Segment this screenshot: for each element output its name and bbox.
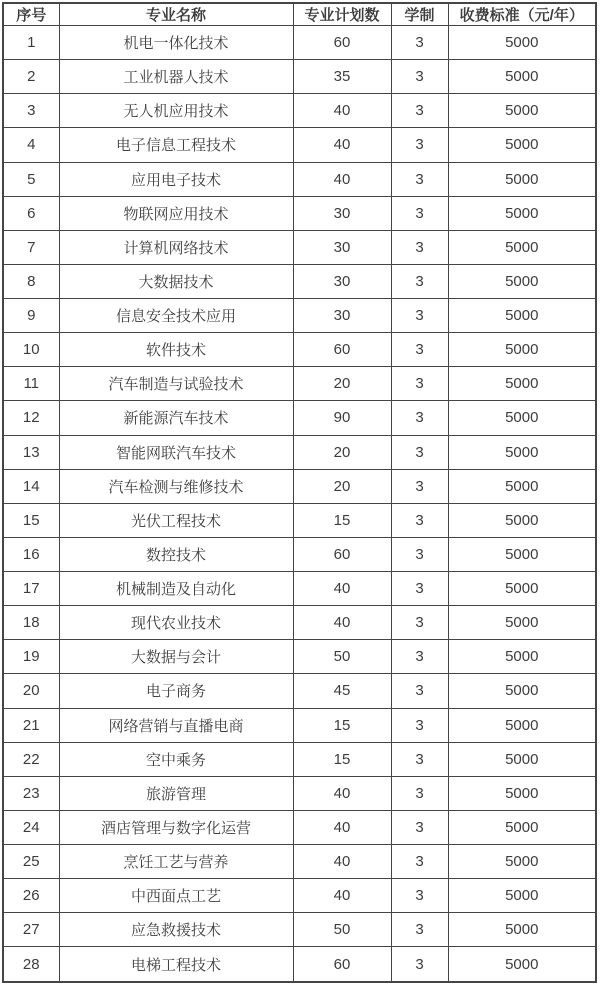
duration-cell: 3 xyxy=(391,469,448,503)
plan-count-cell: 20 xyxy=(293,435,391,469)
serial-cell: 6 xyxy=(3,196,59,230)
major-name-cell: 空中乘务 xyxy=(59,742,293,776)
duration-cell: 3 xyxy=(391,537,448,571)
serial-cell: 22 xyxy=(3,742,59,776)
plan-count-cell: 60 xyxy=(293,26,391,60)
serial-cell: 4 xyxy=(3,128,59,162)
tuition-cell: 5000 xyxy=(448,640,596,674)
tuition-cell: 5000 xyxy=(448,401,596,435)
tuition-cell: 5000 xyxy=(448,708,596,742)
duration-cell: 3 xyxy=(391,947,448,982)
table-row xyxy=(3,810,596,844)
major-name-cell: 工业机器人技术 xyxy=(59,60,293,94)
major-name-cell: 网络营销与直播电商 xyxy=(59,708,293,742)
table-row xyxy=(3,742,596,776)
duration-cell: 3 xyxy=(391,333,448,367)
serial-cell: 24 xyxy=(3,810,59,844)
table-row xyxy=(3,196,596,230)
column-header-tuition: 收费标准（元/年） xyxy=(448,3,596,26)
table-row xyxy=(3,708,596,742)
serial-cell: 23 xyxy=(3,776,59,810)
serial-cell: 9 xyxy=(3,299,59,333)
major-name-cell: 光伏工程技术 xyxy=(59,503,293,537)
plan-count-cell: 30 xyxy=(293,230,391,264)
tuition-cell: 5000 xyxy=(448,264,596,298)
major-name-cell: 新能源汽车技术 xyxy=(59,401,293,435)
tuition-cell: 5000 xyxy=(448,947,596,982)
duration-cell: 3 xyxy=(391,162,448,196)
plan-count-cell: 60 xyxy=(293,537,391,571)
duration-cell: 3 xyxy=(391,367,448,401)
plan-count-cell: 30 xyxy=(293,264,391,298)
duration-cell: 3 xyxy=(391,264,448,298)
major-name-cell: 汽车制造与试验技术 xyxy=(59,367,293,401)
tuition-cell: 5000 xyxy=(448,606,596,640)
tuition-cell: 5000 xyxy=(448,810,596,844)
duration-cell: 3 xyxy=(391,776,448,810)
table-row xyxy=(3,913,596,947)
major-name-cell: 大数据与会计 xyxy=(59,640,293,674)
duration-cell: 3 xyxy=(391,606,448,640)
tuition-cell: 5000 xyxy=(448,742,596,776)
plan-count-cell: 15 xyxy=(293,503,391,537)
table-row xyxy=(3,299,596,333)
plan-count-cell: 40 xyxy=(293,162,391,196)
serial-cell: 11 xyxy=(3,367,59,401)
major-name-cell: 大数据技术 xyxy=(59,264,293,298)
plan-count-cell: 15 xyxy=(293,708,391,742)
serial-cell: 17 xyxy=(3,572,59,606)
table-row xyxy=(3,128,596,162)
major-name-cell: 机电一体化技术 xyxy=(59,26,293,60)
plan-count-cell: 40 xyxy=(293,845,391,879)
major-name-cell: 旅游管理 xyxy=(59,776,293,810)
table-row xyxy=(3,162,596,196)
plan-count-cell: 40 xyxy=(293,776,391,810)
serial-cell: 7 xyxy=(3,230,59,264)
duration-cell: 3 xyxy=(391,299,448,333)
tuition-cell: 5000 xyxy=(448,367,596,401)
plan-count-cell: 30 xyxy=(293,299,391,333)
table-row xyxy=(3,367,596,401)
column-header-serial: 序号 xyxy=(3,3,59,26)
plan-count-cell: 40 xyxy=(293,572,391,606)
tuition-cell: 5000 xyxy=(448,674,596,708)
major-name-cell: 电子信息工程技术 xyxy=(59,128,293,162)
table-row xyxy=(3,537,596,571)
duration-cell: 3 xyxy=(391,435,448,469)
serial-cell: 2 xyxy=(3,60,59,94)
tuition-cell: 5000 xyxy=(448,128,596,162)
plan-count-cell: 50 xyxy=(293,913,391,947)
tuition-cell: 5000 xyxy=(448,572,596,606)
plan-count-cell: 40 xyxy=(293,879,391,913)
table-row xyxy=(3,94,596,128)
plan-count-cell: 60 xyxy=(293,947,391,982)
major-name-cell: 软件技术 xyxy=(59,333,293,367)
enrollment-plan-table xyxy=(2,2,597,983)
serial-cell: 19 xyxy=(3,640,59,674)
tuition-cell: 5000 xyxy=(448,435,596,469)
table-row xyxy=(3,572,596,606)
column-header-duration: 学制 xyxy=(391,3,448,26)
major-name-cell: 应急救援技术 xyxy=(59,913,293,947)
duration-cell: 3 xyxy=(391,708,448,742)
plan-count-cell: 40 xyxy=(293,128,391,162)
tuition-cell: 5000 xyxy=(448,299,596,333)
plan-count-cell: 40 xyxy=(293,94,391,128)
major-name-cell: 无人机应用技术 xyxy=(59,94,293,128)
serial-cell: 25 xyxy=(3,845,59,879)
tuition-cell: 5000 xyxy=(448,503,596,537)
duration-cell: 3 xyxy=(391,60,448,94)
serial-cell: 28 xyxy=(3,947,59,982)
serial-cell: 27 xyxy=(3,913,59,947)
table-row xyxy=(3,435,596,469)
plan-count-cell: 40 xyxy=(293,810,391,844)
table-row xyxy=(3,674,596,708)
column-header-plan: 专业计划数 xyxy=(293,3,391,26)
major-name-cell: 物联网应用技术 xyxy=(59,196,293,230)
plan-count-cell: 30 xyxy=(293,196,391,230)
major-name-cell: 烹饪工艺与营养 xyxy=(59,845,293,879)
duration-cell: 3 xyxy=(391,742,448,776)
serial-cell: 1 xyxy=(3,26,59,60)
plan-count-cell: 45 xyxy=(293,674,391,708)
duration-cell: 3 xyxy=(391,640,448,674)
duration-cell: 3 xyxy=(391,26,448,60)
serial-cell: 16 xyxy=(3,537,59,571)
table-row xyxy=(3,503,596,537)
major-name-cell: 中西面点工艺 xyxy=(59,879,293,913)
duration-cell: 3 xyxy=(391,913,448,947)
table-row xyxy=(3,845,596,879)
table-row xyxy=(3,401,596,435)
serial-cell: 12 xyxy=(3,401,59,435)
plan-count-cell: 60 xyxy=(293,333,391,367)
plan-count-cell: 15 xyxy=(293,742,391,776)
table-row xyxy=(3,947,596,982)
plan-count-cell: 20 xyxy=(293,469,391,503)
duration-cell: 3 xyxy=(391,845,448,879)
table-row xyxy=(3,230,596,264)
plan-count-cell: 50 xyxy=(293,640,391,674)
plan-count-cell: 90 xyxy=(293,401,391,435)
tuition-cell: 5000 xyxy=(448,879,596,913)
duration-cell: 3 xyxy=(391,503,448,537)
duration-cell: 3 xyxy=(391,572,448,606)
duration-cell: 3 xyxy=(391,94,448,128)
serial-cell: 20 xyxy=(3,674,59,708)
plan-count-cell: 40 xyxy=(293,606,391,640)
tuition-cell: 5000 xyxy=(448,537,596,571)
table-row xyxy=(3,60,596,94)
serial-cell: 13 xyxy=(3,435,59,469)
tuition-cell: 5000 xyxy=(448,776,596,810)
serial-cell: 5 xyxy=(3,162,59,196)
major-name-cell: 数控技术 xyxy=(59,537,293,571)
table-row xyxy=(3,606,596,640)
major-name-cell: 应用电子技术 xyxy=(59,162,293,196)
serial-cell: 21 xyxy=(3,708,59,742)
table-row xyxy=(3,26,596,60)
duration-cell: 3 xyxy=(391,674,448,708)
header-row xyxy=(3,3,596,26)
major-name-cell: 电梯工程技术 xyxy=(59,947,293,982)
plan-count-cell: 35 xyxy=(293,60,391,94)
tuition-cell: 5000 xyxy=(448,469,596,503)
table-row xyxy=(3,640,596,674)
duration-cell: 3 xyxy=(391,230,448,264)
table-body xyxy=(3,26,596,983)
table-row xyxy=(3,879,596,913)
table-row xyxy=(3,264,596,298)
table-row xyxy=(3,776,596,810)
table-row xyxy=(3,333,596,367)
tuition-cell: 5000 xyxy=(448,845,596,879)
serial-cell: 8 xyxy=(3,264,59,298)
duration-cell: 3 xyxy=(391,879,448,913)
serial-cell: 3 xyxy=(3,94,59,128)
plan-count-cell: 20 xyxy=(293,367,391,401)
duration-cell: 3 xyxy=(391,128,448,162)
major-name-cell: 机械制造及自动化 xyxy=(59,572,293,606)
major-name-cell: 信息安全技术应用 xyxy=(59,299,293,333)
tuition-cell: 5000 xyxy=(448,333,596,367)
major-name-cell: 汽车检测与维修技术 xyxy=(59,469,293,503)
column-header-major: 专业名称 xyxy=(59,3,293,26)
tuition-cell: 5000 xyxy=(448,196,596,230)
major-name-cell: 现代农业技术 xyxy=(59,606,293,640)
serial-cell: 14 xyxy=(3,469,59,503)
major-name-cell: 智能网联汽车技术 xyxy=(59,435,293,469)
tuition-cell: 5000 xyxy=(448,94,596,128)
serial-cell: 26 xyxy=(3,879,59,913)
major-name-cell: 电子商务 xyxy=(59,674,293,708)
serial-cell: 18 xyxy=(3,606,59,640)
duration-cell: 3 xyxy=(391,810,448,844)
table-row xyxy=(3,469,596,503)
duration-cell: 3 xyxy=(391,401,448,435)
major-name-cell: 酒店管理与数字化运营 xyxy=(59,810,293,844)
tuition-cell: 5000 xyxy=(448,162,596,196)
serial-cell: 10 xyxy=(3,333,59,367)
tuition-cell: 5000 xyxy=(448,913,596,947)
tuition-cell: 5000 xyxy=(448,230,596,264)
tuition-cell: 5000 xyxy=(448,60,596,94)
major-name-cell: 计算机网络技术 xyxy=(59,230,293,264)
duration-cell: 3 xyxy=(391,196,448,230)
tuition-cell: 5000 xyxy=(448,26,596,60)
serial-cell: 15 xyxy=(3,503,59,537)
